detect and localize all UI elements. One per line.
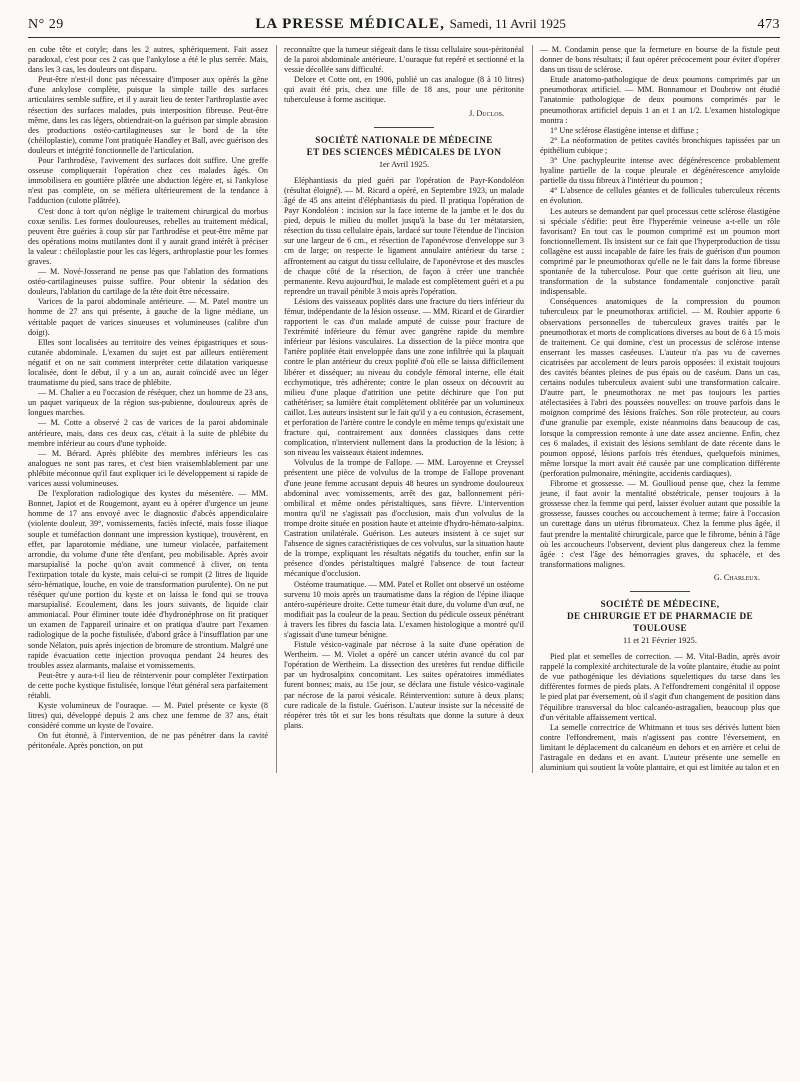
paragraph: Ostéome traumatique. — MM. Patel et Rollet ont observé un ostéome survenu 10 mois après un traumatisme dans la région de l'épine iliaque antéro-supérieure droite. Cette tumeur était dure, du volume d'un œuf, ne modifiait pas la couleur de la peau. Section du pédicule osseux pénétrant à travers les fibres du fascia lata. L'examen histologique a montré qu'il s'agissait d'une tumeur bénigne. xyxy=(284,579,524,639)
society-title-line: SOCIÉTÉ NATIONALE DE MÉDECINE xyxy=(315,134,493,145)
paragraph: — M. Bérard. Après phlébite des membres inférieurs les cas analogues ne sont pas rares, et c'est bien vraisemblablement par une phlébite méconnue qu'il faut expliquer ici le développement si rapide de varices aussi volumineuses. xyxy=(28,448,268,489)
journal-name: LA PRESSE MÉDICALE, xyxy=(255,16,445,32)
paragraph: Peut-être n'est-il donc pas nécessaire d'imposer aux opérés la gêne d'une ankylose complète, puisque la simple taille des surfaces articulaires semble suffire, et il y aurait lieu de tenter l'arthroplastie avec résection des surfaces malades, puis interposition fibreuse. Peut-être même, dans les cas légers, obtiendrait-on la guérison par simple abrasion des productions ostéo-cartilagineuses sur le bord de la tête (chéiloplastie), comme l'ont pratiquée Handley et Ball, avec guérison des douleurs et intégrité fonctionnelle de l'articulation. xyxy=(28,75,268,155)
list-item: 1° Une sclérose élastigène intense et diffuse ; xyxy=(550,125,699,135)
paragraph: Elles sont localisées au territoire des veines épigastriques et sous-cutanée abdominale. L'examen du sujet est par ailleurs entièrement négatif et on ne sait comment interpréter cette dilatation variqueuse localisée, dont le début, il y a un an, aurait coïncidé avec un léger traumatisme du pied, sans trace de phlébite. xyxy=(28,337,268,388)
paragraph: Pied plat et semelles de correction. — M. Vital-Badin, après avoir rappelé la complexité architecturale de la voûte plantaire, étudie au point de vue pathogénique les déviations squelettiques du tarse dans les différentes formes de pieds plats. A l'effondrement congénital il oppose le pied plat par éversement, où il s'agit d'un changement de position dans l'équilibre transversal du bloc calcanéo-astragalien, beaucoup plus que d'un véritable affaissement vertical. xyxy=(540,652,780,722)
paragraph: — M. Condamin pense que la fermeture en bourse de la fistule peut donner de bons résultats; il faut opérer précocement pour éviter d'opérer dans un tissu de sclérose. xyxy=(540,45,780,75)
divider xyxy=(630,591,690,592)
paragraph: reconnaître que la tumeur siégeait dans le tissu cellulaire sous-péritonéal de la paroi abdominale antérieure. L'ouraque fut repéré et sectionné et la vessie décollée sans difficulté. xyxy=(284,45,524,75)
society-title-line: DE CHIRURGIE ET DE PHARMACIE DE TOULOUSE xyxy=(566,610,754,633)
paragraph: Volvulus de la trompe de Fallope. — MM. Laroyenne et Creyssel présentent une pièce de volvulus de la trompe de Fallope provenant d'une jeune femme accusant depuis 48 heures un syndrome douloureux abdominal avec vomissements, arrêt des gaz, ballonnement péri-ombilical et même ondes péristaltiques, sans fièvre. L'intervention montra qu'il ne s'agissait pas d'occlusion, mais d'un volvulus de la trompe droite située en position haute et atteinte d'hydro-hémato-salpinx. Castration unilatérale. Guérison. Les auteurs insistent à ce sujet sur l'absence de signes caractéristiques de ces volvulus, sur la situation haute de la trompe, expliquant les résultats négatifs du toucher, enfin sur la présence d'ondes péristaltiques malgré l'absence de tout facteur mécanique d'occlusion. xyxy=(284,458,524,579)
society-title-line: ET DES SCIENCES MÉDICALES DE LYON xyxy=(306,146,502,157)
paragraph: Fistule vésico-vaginale par nécrose à la suite d'une opération de Wertheim. — M. Violet a opéré un cancer utérin avancé du col par l'opération de Wertheim. La dissection des uretères fut rendue difficile par un hydrosalpinx concomitant. Les suites opératoires immédiates furent bonnes; mais, au 15e jour, se déclara une fistule vésico-vaginale par nécrose de la paroi vésicale. Réintervention: suture à deux plans; cure radicale de la fistule. Guérison. L'auteur insiste sur la nécessité de réopérer très tôt et sur les bons résultats que donne la suture à deux plans. xyxy=(284,640,524,730)
society-title xyxy=(284,134,524,158)
paragraph: Etude anatomo-pathologique de deux poumons comprimés par un pneumothorax artificiel. — MM. Bonnamour et Doubrow ont étudié l'anatomie pathologique de deux poumons comprimés par le pneumothorax artificiel depuis 1 an et 1 an 1/2. L'examen histologique montra : xyxy=(540,75,780,125)
paragraph: Pour l'arthrodèse, l'avivement des surfaces doit suffire. Une greffe osseuse compliquerait l'opération chez ces malades âgés. On immobilisera en gouttière plâtrée une abduction légère et, si l'ankylose n'est pas complète, on se méfiera ultérieurement de la tendance à l'adduction (culotte plâtrée). xyxy=(28,156,268,206)
paragraph: La semelle correctrice de Whitmann et tous ses dérivés luttent bien contre l'effondrement, mais n'agissent pas contre l'éversement, en limitant le déplacement du calcanéum en dehors et en arrière et celui de l'astragale en dedans et en avant. L'auteur présente une semelle en aluminium qui soutient la voûte plantaire, et qui est limitée au talon et en xyxy=(540,722,780,773)
author-signature: J. Duclos. xyxy=(469,108,504,118)
paragraph: Varices de la paroi abdominale antérieure. — M. Patel montre un homme de 27 ans qui présente, à gauche de la ligne médiane, un véritable paquet de varices sinueuses et volumineuses (calibre d'un doigt). xyxy=(28,297,268,337)
paragraph: Les auteurs se demandent par quel processus cette sclérose élastigène si spéciale s'édifie: peut être l'hyperémie veineuse a-t-elle un rôle favorisant? En tout cas le poumon comprimé est un poumon mort fonctionnellement. Ils insistent sur ce fait que l'hyperproduction de tissu collagène est aussi incapable de faire les frais de guérison d'un poumon comprimé par le pneumothorax qu'elle ne le fait dans la forme fibreuse spontanée de la tuberculose. Pour que cette guérison ait lieu, une transformation de la substance fondamentale conjonctive paraît indispensable. xyxy=(540,206,780,297)
page-header xyxy=(28,16,780,38)
paragraph: — M. Cotte a observé 2 cas de varices de la paroi abdominale antérieure, mais, dans ces deux cas, c'était à la suite de phlébite du membre inférieur au cours d'une typhoïde. xyxy=(28,418,268,448)
page-number-right: 473 xyxy=(757,17,780,32)
journal-title xyxy=(255,16,566,33)
society-title xyxy=(540,598,780,634)
society-title-line: SOCIÉTÉ DE MÉDECINE, xyxy=(600,598,720,609)
session-date: 11 et 21 Février 1925. xyxy=(623,635,697,645)
paragraph: On fut étonné, à l'intervention, de ne pas pénétrer dans la cavité péritonéale. Après ponction, on put xyxy=(28,731,268,751)
paragraph: Lésions des vaisseaux poplités dans une fracture du tiers inférieur du fémur, indépendante de la lésion osseuse. — MM. Ricard et de Girardier rapportent le cas d'un malade amputé de cuisse pour fracture de l'extrémité inférieure du fémur avec gangrène rapide du membre inférieur par lésions vasculaires. La dissection de la pièce montra que l'artère poplitée était enveloppée dans une zone infiltrée qui la plaquait contre le plan antérieur du creux poplité d'où elle se laissa difficilement libérer et disséquer; au niveau du condyle fémoral interne, elle était ecchymotique, très adhérente; contre le plan osseux on découvrit au milieu d'une plaque d'attrition une petite déchirure que l'on put cathétériser; sa lumière était complètement oblitérée par un volumineux caillot. Les auteurs insistent sur le fait qu'il y a eu contusion, écrasement, et perforation de l'artère contre le condyle en même temps qu'existait une fracture qui, contrairement aux données classiques dans cette complication, n'intervient nullement dans la production de la lésion; à son niveau les vaisseaux étaient indemnes. xyxy=(284,296,524,458)
paragraph: — M. Chalier a eu l'occasion de réséquer, chez un homme de 23 ans, un paquet variqueux de la région sus-pubienne, douloureux après de longues marches. xyxy=(28,388,268,418)
column-1 xyxy=(28,45,268,773)
author-signature: G. Charleux. xyxy=(713,572,760,582)
issue-date: Samedi, 11 Avril 1925 xyxy=(449,16,566,31)
paragraph: en cube tête et cotyle; dans les 2 autres, sphériquement. Fait assez paradoxal, c'est pour ces 2 cas que l'ankylose a été le plus serrée. Mais, dans les 3 cas, les douleurs ont disparu. xyxy=(28,45,268,75)
session-date: 1er Avril 1925. xyxy=(378,159,430,169)
column-2 xyxy=(276,45,524,773)
paragraph: Peut-être y aura-t-il lieu de réintervenir pour compléter l'extirpation de cette poche kystique fistulisée, lorsque l'état général sera parfaitement rétabli. xyxy=(28,670,268,700)
columns xyxy=(28,45,780,773)
paragraph: Eléphantiasis du pied guéri par l'opération de Payr-Kondoléon (résultat éloigné). — M. Ricard a opéré, en Septembre 1923, un malade âgé de 45 ans atteint d'éléphantiasis du pied. Il pratiqua l'opération de Payr Kondoléon : incision sur la face interne de la jambe et le dos du pied, depuis le milieu du mollet jusqu'à la base du 1er métatarsien, résection du tissu cellulaire épais, lardacé sur toute l'étendue de l'incision sur une largeur de 6 cm., et résection de l'aponévrose d'enveloppe sur 3 cm de large; on respecte le ligament annulaire antérieur du tarse ; affrontement au catgut du tissu cellulaire, de l'aponévrose et des muscles de chaque côté de la résection, de façon à créer une tranchée permanente. Revu aujourd'hui, le malade est complètement guéri et a pu reprendre un travail pénible 3 mois après l'opération. xyxy=(284,175,524,296)
paragraph: De l'exploration radiologique des kystes du mésentère. — MM. Bonnet, Japiot et de Rougemont, ayant eu à opérer d'urgence un jeune homme de 17 ans envoyé avec le diagnostic d'abcès appendiculaire (violente douleur, 39°, vomissements, faciès infecté, mais fosse iliaque souple et tuméfaction donnant une impression kystique), trouvèrent, en effet, par laparotomie médiane, une tumeur violacée, parfaitement arrondie, du volume d'une tête d'enfant, peu mobilisable. Après avoir marsupialisé la poche qu'on avait commencé à cliver, on tenta l'extirpation totale du kyste, mais celui-ci se rompit (2 litres de liquide séro-hématique, louche, en voie de transformation purulente). On ne put réséquer qu'une portion du kyste et on laissa le fond qui se trouva marsupialisé. Ecoulement, dans les jours suivants, de liquide clair ammoniacal. Pour éliminer toute idée d'hydronéphrose on fit pratiquer un examen de l'appareil urinaire et on pratiqua d'autre part l'examen radiologique de la poche fistulisée, d'abord grâce à l'insufflation par une sonde Nélaton, puis après injection de bromure de strontium. Malgré une rapide évacuation cette injection provoqua pendant 24 heures des troubles assez alarmants, malaise et vomissements. xyxy=(28,489,268,670)
paragraph: Fibrome et grossesse. — M. Goullioud pense que, chez la femme jeune, il faut avoir la mentalité obstétricale, penser toujours à la grossesse chez la femme qui perd, laisser évoluer autant que possible la grossesse, fausses couches ou accouchement à terme; faire à l'occasion un curettage dans un utérus fibromateux. Chez la femme plus âgée, il faut prendre la mentalité chirurgicale, parce que le fibrome, bénin à l'âge où les accoucheurs l'observent, devient plus dangereux chez la femme âgée : c'est l'âge des hémorragies graves, du sphacèle, et des transformations malignes. xyxy=(540,479,780,569)
paragraph: Conséquences anatomiques de la compression du poumon tuberculeux par le pneumothorax artificiel. — M. Roubier apporte 6 observations personnelles de tuberculeux graves traités par le pneumothorax et morts de complications diverses au bout de 6 à 15 mois de traitement. Ce qui domine, c'est un processus de sclérose intense enserrant les masses caséeuses. L'auteur n'a pas vu de cavernes cicatrisées par accolement de leurs parois opposées: il existait toujours des cavités béantes pleines de pus épais ou de caséum. Dans un cas, certains nodules tuberculeux avaient subi une transformation calcaire. D'autre part, le pneumothorax ne met pas toujours les parties atélectasiées à l'abri des poussées nouvelles: on trouve parfois dans le moignon comprimé des lésions fraîches. Son rôle protecteur, au cours d'une granulie par exemple, existe néanmoins dans beaucoup de cas, lorsque la compression remonte à une date assez ancienne. Enfin, chez ces 6 malades, il existait des lésions semblant de date récente dans le poumon opposé, lésions parfois très étendues, quelquefois minimes, même lorsque la mort avait été causée par une complication différente (perforation pulmonaire, méningite, accidents cardiaques). xyxy=(540,297,780,478)
column-3 xyxy=(532,45,780,773)
list-item: 3° Une pachypleurite intense avec dégénérescence probablement hyaline partielle de la coque pleurale et dégénérescence amyloïde partielle du tissu fibreux à l'intérieur du poumon ; xyxy=(540,156,780,186)
list-item: 4° L'absence de cellules géantes et de follicules tuberculeux récents en évolution. xyxy=(540,186,780,206)
divider xyxy=(374,127,434,128)
paragraph: — M. Nové-Josserand ne pense pas que l'ablation des formations ostéo-cartilagineuses puisse suffire. Pour obtenir la sédation des douleurs, l'ablation du cartilage de la tête doit être nécessaire. xyxy=(28,267,268,297)
list-item: 2° La néoformation de petites cavités bronchiques tapissées par un épithélium cubique ; xyxy=(540,135,780,155)
paragraph: C'est donc à tort qu'on néglige le traitement chirurgical du morbus coxæ senilis. Les formes douloureuses, rebelles au traitement médical, peuvent être guéries à coup sûr par l'arthrodèse et peut-être même par des opérations moins mutilantes dont il y aurait grand intérêt à préciser la valeur : chéiloplastie pour les cas légers, arthroplastie pour les formes graves. xyxy=(28,206,268,266)
page-number-left: N° 29 xyxy=(28,17,64,32)
paragraph: Delore et Cotte ont, en 1906, publié un cas analogue (8 à 10 litres) qui avait été pris, chez une fille de 18 ans, pour une péritonite tuberculeuse à forme ascitique. xyxy=(284,75,524,105)
paragraph: Kyste volumineux de l'ouraque. — M. Patel présente ce kyste (8 litres) qui, développé depuis 2 ans chez une femme de 37 ans, était considéré comme un kyste de l'ovaire. xyxy=(28,701,268,731)
